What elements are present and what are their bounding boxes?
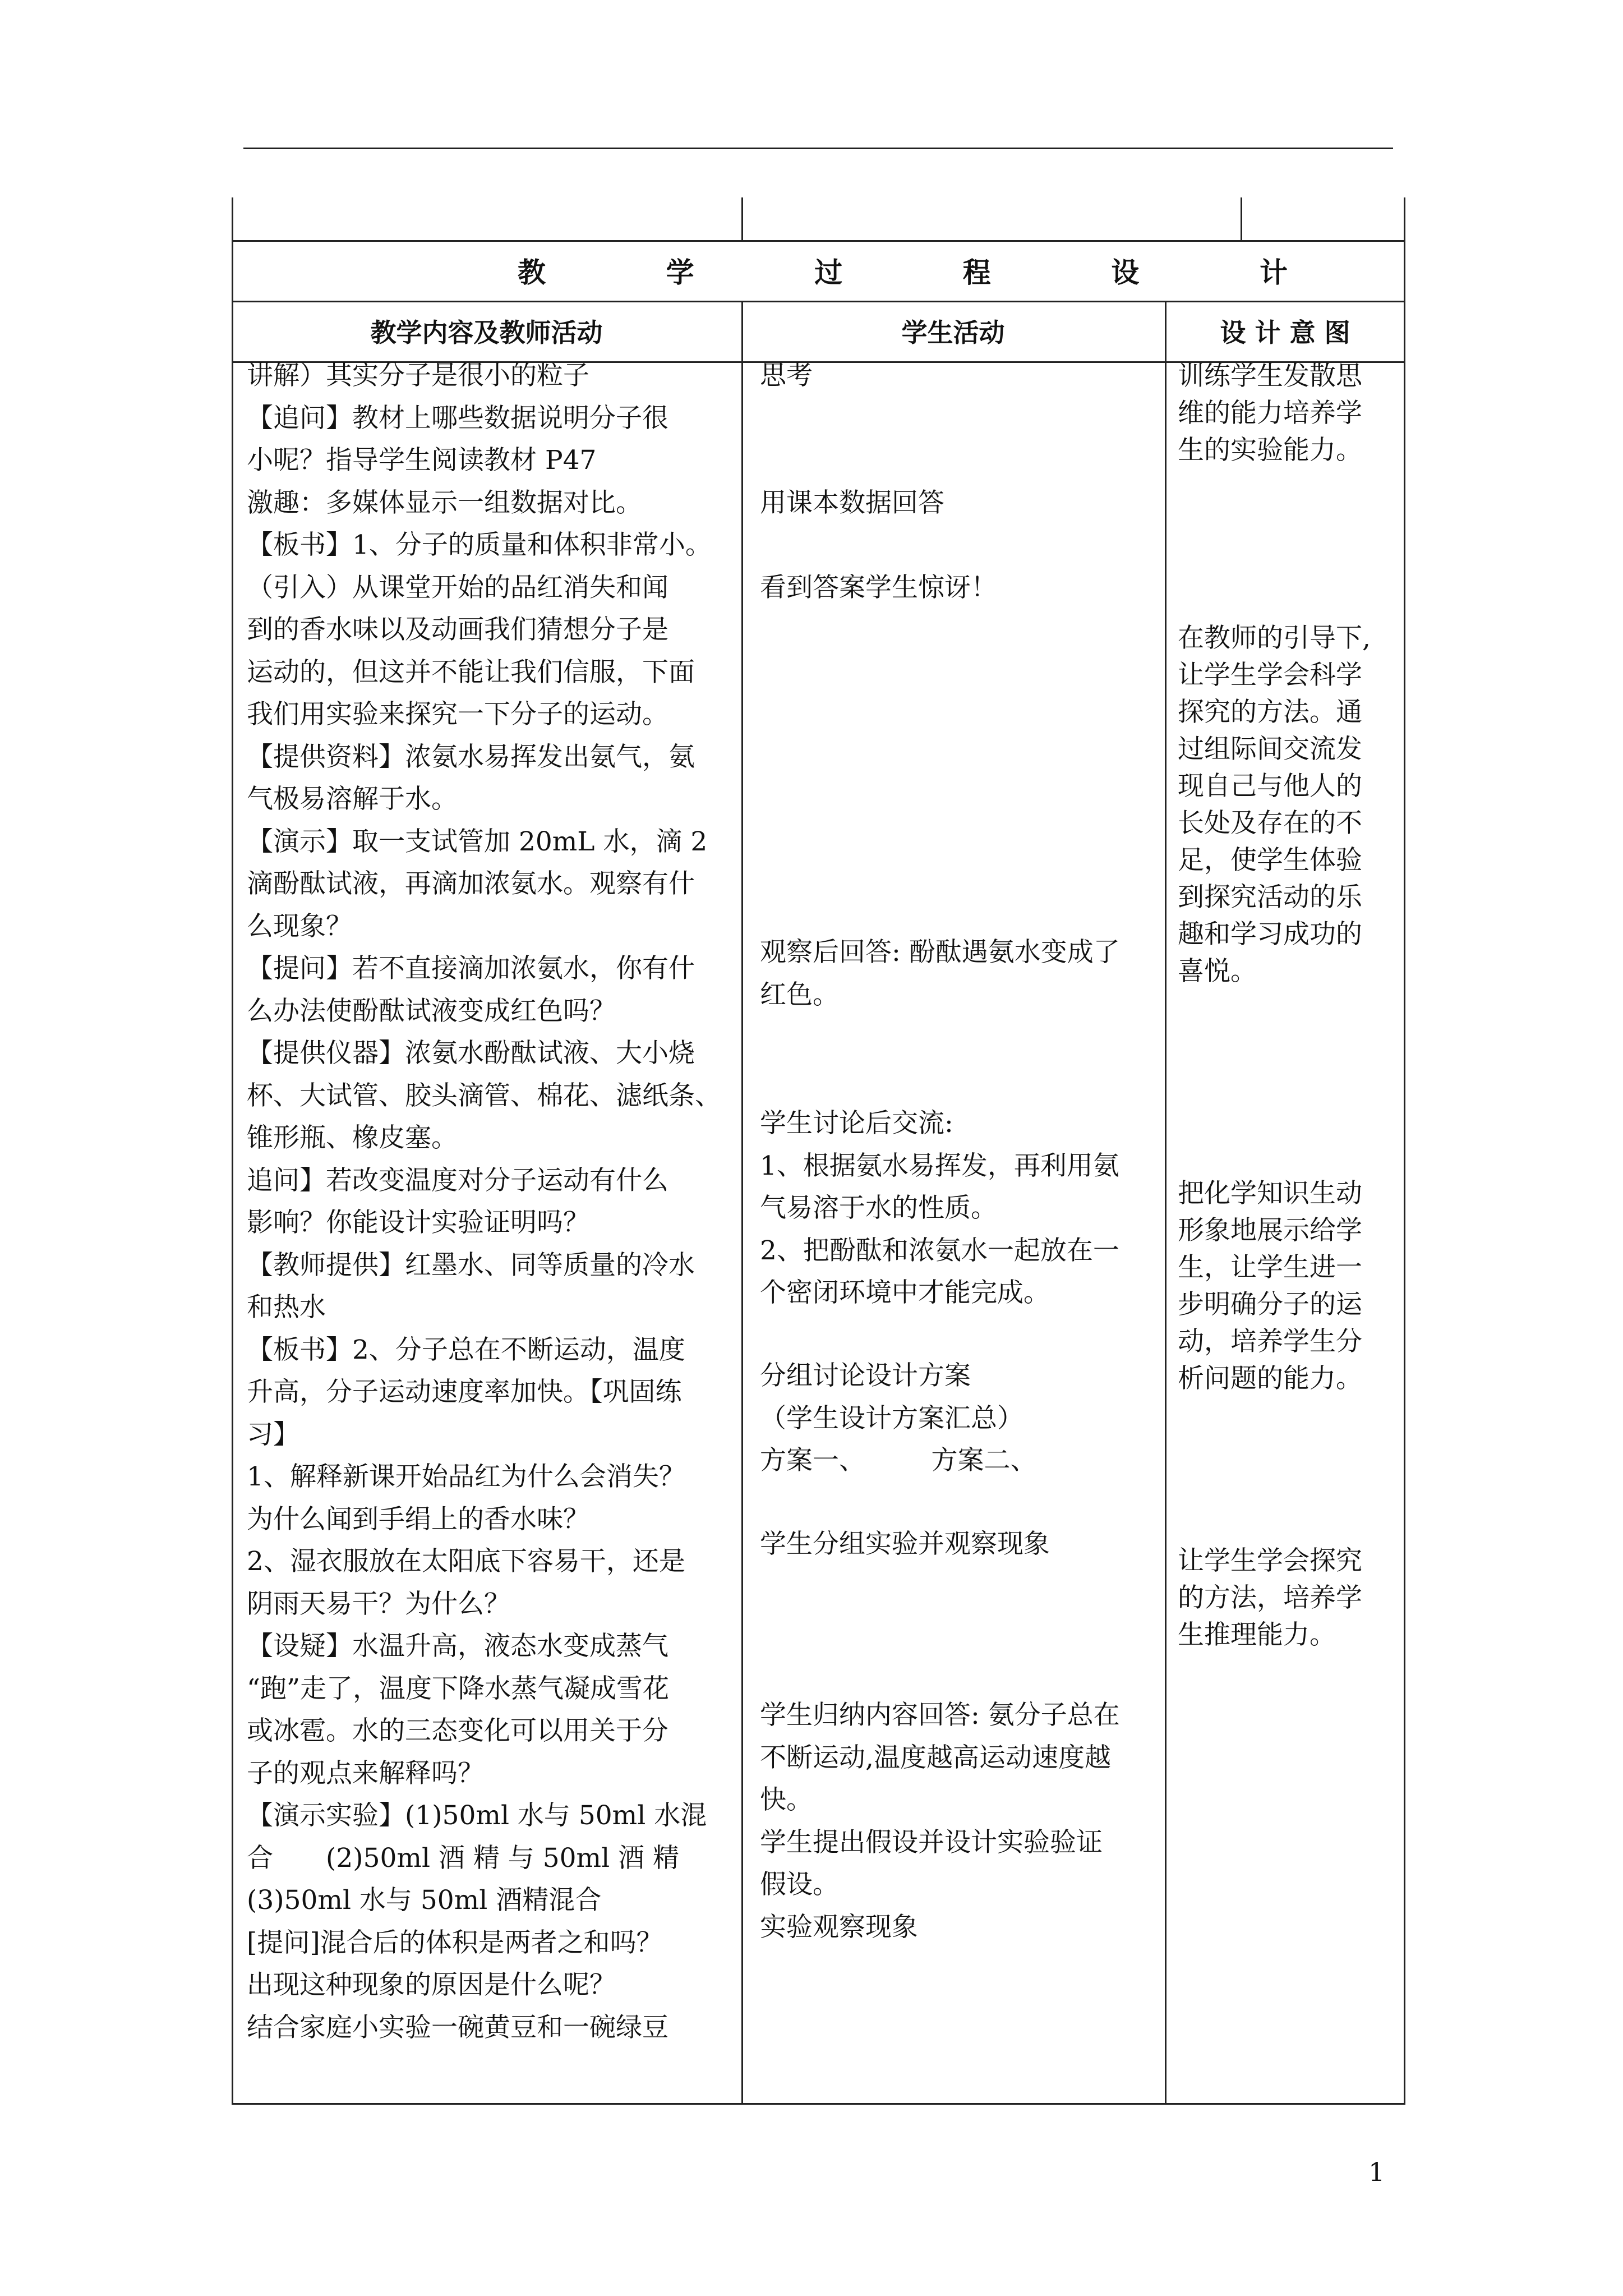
student-line: 看到答案学生惊讶！	[760, 572, 997, 603]
student-line: 思考	[760, 360, 813, 391]
student-block	[760, 1355, 1152, 1482]
teacher-line: 追问】若改变温度对分子运动有什么	[247, 1165, 668, 1196]
student-line	[760, 524, 1152, 567]
intent-line: 足，使学生体验	[1178, 845, 1362, 876]
intent-line: 的方法，培养学	[1178, 1582, 1362, 1613]
student-line: 分组讨论设计方案	[760, 1360, 971, 1391]
student-block	[760, 931, 1152, 1016]
intent-line: 让学生学会探究	[1178, 1545, 1362, 1576]
banner-char: 教	[518, 256, 546, 289]
intent-line: 生的实验能力。	[1178, 435, 1362, 466]
student-line: 快。	[760, 1784, 813, 1815]
teacher-line: 激趣：多媒体显示一组数据对比。	[247, 487, 642, 518]
teacher-line: 出现这种现象的原因是什么呢？	[247, 1970, 616, 2000]
banner-char: 学	[666, 256, 694, 289]
teacher-line: 运动的，但这并不能让我们信服，下面	[247, 656, 695, 688]
intent-line: 训练学生发散思	[1178, 361, 1362, 392]
header-intent: 设 计 意 图	[1220, 318, 1350, 348]
teacher-line: 么现象？	[247, 910, 352, 942]
intent-block	[1178, 1175, 1399, 1397]
col-divider	[741, 301, 743, 2105]
teacher-line: 习】	[247, 1419, 299, 1450]
intent-line: 喜悦。	[1178, 956, 1257, 987]
student-block	[760, 1102, 1152, 1314]
intent-line: 探究的方法。通	[1178, 697, 1362, 728]
teacher-line: “跑”走了，温度下降水蒸气凝成雪花	[247, 1673, 670, 1704]
student-line: 红色。	[760, 979, 839, 1010]
teacher-line: 合 (2)50ml 酒 精 与 50ml 酒 精	[247, 1842, 680, 1874]
teacher-line: 【提供资料】浓氨水易挥发出氨气，氨	[247, 741, 695, 772]
intent-line: 趣和学习成功的	[1178, 919, 1362, 950]
header-teacher: 教学内容及教师活动	[370, 318, 603, 348]
intent-line: 把化学知识生动	[1178, 1178, 1362, 1209]
teacher-line: 么办法使酚酞试液变成红色吗？	[247, 995, 616, 1027]
teacher-line: 小呢？指导学生阅读教材 P47	[247, 445, 597, 476]
teacher-line: 滴酚酞试液，再滴加浓氨水。观察有什	[247, 868, 695, 899]
intent-line: 维的能力培养学	[1178, 398, 1362, 429]
section-banner	[232, 240, 1405, 301]
teacher-line: 【演示实验】(1)50ml 水与 50ml 水混	[247, 1800, 707, 1831]
teacher-line: 讲解）其实分子是很小的粒子	[247, 360, 589, 391]
teacher-line: （引入）从课堂开始的品红消失和闻	[247, 572, 668, 603]
teacher-line: 1、解释新课开始品红为什么会消失？	[247, 1461, 685, 1492]
student-line: 1、根据氨水易挥发，再利用氨	[760, 1150, 1119, 1181]
teacher-line: 影响？你能设计实验证明吗？	[247, 1207, 589, 1238]
student-block	[760, 355, 1152, 609]
student-line: 学生讨论后交流:	[760, 1108, 953, 1139]
student-line: 假设。	[760, 1869, 839, 1900]
header-student: 学生活动	[901, 318, 1005, 348]
intent-block	[1178, 1543, 1399, 1654]
teacher-line: 升高，分子运动速度率加快。【巩固练	[247, 1377, 682, 1407]
teacher-line: 【提供仪器】浓氨水酚酞试液、大小烧	[247, 1038, 695, 1069]
intent-block	[1178, 358, 1399, 469]
student-line: 用课本数据回答	[760, 487, 944, 518]
intent-line: 析问题的能力。	[1178, 1363, 1362, 1394]
teacher-line: (3)50ml 水与 50ml 酒精混合	[247, 1885, 602, 1916]
teacher-line: 锥形瓶、橡皮塞。	[247, 1122, 458, 1153]
teacher-column	[247, 355, 740, 2049]
student-line: 2、把酚酞和浓氨水一起放在一	[760, 1235, 1119, 1266]
teacher-line: 我们用实验来探究一下分子的运动。	[247, 699, 668, 730]
teacher-line: 和热水	[247, 1292, 326, 1323]
teacher-line: 【教师提供】红墨水、同等质量的冷水	[247, 1249, 695, 1281]
student-line: 学生分组实验并观察现象	[760, 1529, 1050, 1559]
header-rule	[243, 148, 1393, 149]
teacher-line: 【板书】2、分子总在不断运动，温度	[247, 1334, 685, 1365]
intent-line: 长处及存在的不	[1178, 808, 1362, 839]
student-line: 观察后回答: 酚酞遇氨水变成了	[760, 937, 1120, 968]
teacher-line: 到的香水味以及动画我们猜想分子是	[247, 614, 668, 645]
teacher-line: [提问]混合后的体积是两者之和吗？	[247, 1927, 663, 1958]
intent-line: 生推理能力。	[1178, 1619, 1336, 1650]
teacher-line: 或冰雹。水的三态变化可以用关于分	[247, 1715, 668, 1746]
student-line: 学生归纳内容回答: 氨分子总在	[760, 1700, 1120, 1731]
banner-char: 程	[962, 256, 991, 289]
page-number: 1	[1368, 2157, 1385, 2187]
intent-line: 让学生学会科学	[1178, 660, 1362, 691]
intent-line: 步明确分子的运	[1178, 1289, 1362, 1320]
teacher-line: 子的观点来解释吗？	[247, 1757, 484, 1789]
intent-block	[1178, 620, 1399, 990]
teacher-line: 【板书】1、分子的质量和体积非常小。	[247, 530, 712, 560]
student-line: 不断运动,温度越高运动速度越	[760, 1742, 1111, 1773]
intent-line: 在教师的引导下,	[1178, 623, 1371, 654]
student-line: 方案一、 方案二、	[760, 1445, 1037, 1476]
banner-char: 设	[1111, 256, 1140, 289]
student-line	[760, 439, 1152, 482]
teacher-line: 阴雨天易干？为什么？	[247, 1588, 510, 1619]
teacher-line: 【追问】教材上哪些数据说明分子很	[247, 402, 668, 434]
student-line: 学生提出假设并设计实验验证	[760, 1826, 1103, 1858]
teacher-line: 【设疑】水温升高，液态水变成蒸气	[247, 1631, 668, 1662]
teacher-line: 结合家庭小实验一碗黄豆和一碗绿豆	[247, 2012, 668, 2043]
intent-line: 动，培养学生分	[1178, 1326, 1362, 1357]
intent-line: 到探究活动的乐	[1178, 882, 1362, 913]
student-line: （学生设计方案汇总）	[760, 1402, 1023, 1434]
intent-line: 生，让学生进一	[1178, 1252, 1362, 1283]
student-line: 气易溶于水的性质。	[760, 1193, 997, 1223]
student-block	[760, 1523, 1152, 1566]
teacher-line: 为什么闻到手绢上的香水味？	[247, 1503, 589, 1535]
col-divider	[1165, 301, 1166, 2105]
banner-char: 计	[1259, 256, 1288, 289]
col-divider	[741, 197, 743, 240]
student-line: 实验观察现象	[760, 1911, 918, 1943]
teacher-line: 气极易溶解于水。	[247, 784, 458, 815]
student-line: 个密闭环境中才能完成。	[760, 1277, 1050, 1308]
student-block	[760, 1694, 1152, 1948]
intent-line: 形象地展示给学	[1178, 1215, 1362, 1246]
student-line	[760, 397, 1152, 440]
col-divider	[1241, 197, 1242, 240]
banner-char: 过	[814, 256, 843, 289]
teacher-line: 2、湿衣服放在太阳底下容易干，还是	[247, 1546, 685, 1577]
teacher-line: 【提问】若不直接滴加浓氨水，你有什	[247, 953, 695, 984]
intent-line: 现自己与他人的	[1178, 771, 1362, 802]
teacher-line: 【演示】取一支试管加 20mL 水，滴 2	[247, 826, 708, 857]
intent-line: 过组际间交流发	[1178, 734, 1362, 765]
teacher-line: 杯、大试管、胶头滴管、棉花、滤纸条、	[247, 1080, 721, 1111]
